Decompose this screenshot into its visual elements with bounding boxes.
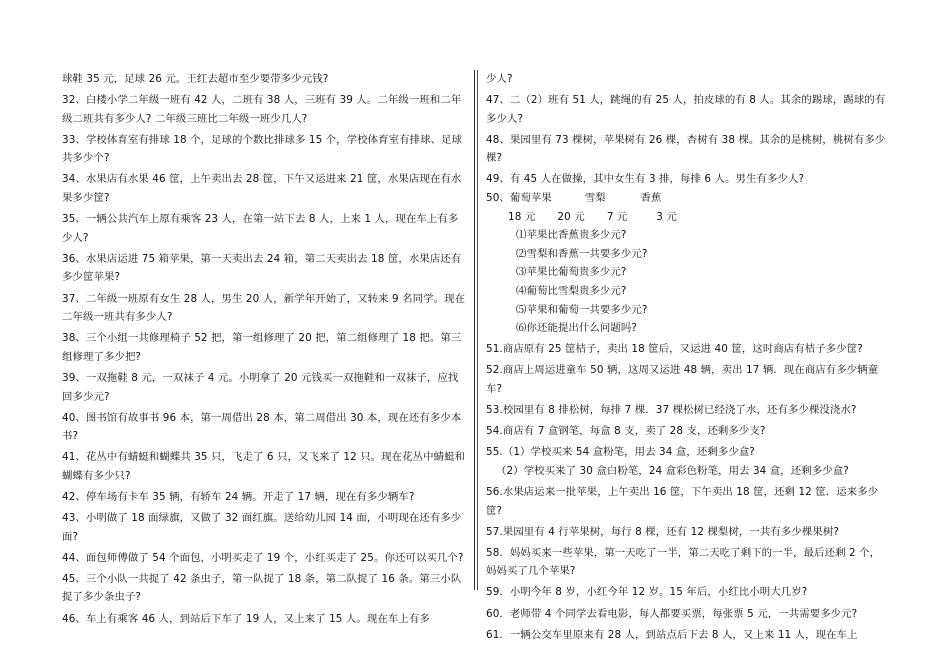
question-50-sub-6: ⑹你还能提出什么问题吗? (516, 322, 638, 335)
question-36: 36、水果店运进 75 箱苹果，第一天卖出去 24 箱，第二天卖出去 18 筐，水果店还有多少筐苹果? (62, 252, 462, 284)
question-61: 61．一辆公交车里原来有 28 人，到站点后下去 8 人，又上来 11 人，现在车上 (486, 628, 858, 641)
left-column (62, 70, 466, 628)
question-57: 57.果园里有 4 行苹果树，每行 8 棵，还有 12 棵梨树，一共有多少棵果树? (486, 525, 839, 538)
question-47: 47、二（2）班有 51 人，跳绳的有 25 人，拍皮球的有 8 人。其余的踢球，踢球的有多少人? (486, 94, 886, 125)
column-divider-inner (477, 70, 478, 590)
question-41: 41、花丛中有蜻蜓和蝴蝶共 35 只，飞走了 6 只，又飞来了 12 只。现在花丛中蜻蜓和蝴蝶有多少只? (62, 451, 466, 482)
question-38: 38、三个小组一共修理椅子 52 把，第一组修理了 20 把，第二组修理了 18 把。第三组修理了多少把? (62, 332, 462, 363)
question-44: 44、面包师傅做了 54 个面包，小明买走了 19 个，小红买走了 25。你还可以买几个? (62, 551, 464, 564)
question-56: 56.水果店运来一批苹果，上午卖出 16 筐，下午卖出 18 筐，还剩 12 筐．运来多少筐? (486, 485, 879, 517)
question-58: 58．妈妈买来一些苹果，第一天吃了一半，第二天吃了剩下的一半，最后还剩 2 个，妈妈买了几个苹果? (486, 546, 881, 578)
question-43: 43、小明做了 18 面绿旗，又做了 32 面红旗。送给幼儿园 14 面，小明现在还有多少面? (62, 512, 462, 543)
question-35: 35、一辆公共汽车上原有乘客 23 人，在第一站下去 8 人，上来 1 人，现在车上有多少人? (62, 213, 459, 244)
question-50-sub-3: ⑶苹果比葡萄贵多少元? (516, 266, 627, 279)
question-51: 51.商店原有 25 筐桔子，卖出 18 筐后，又运进 40 筐，这时商店有桔子多少筐? (486, 343, 863, 356)
right-column (486, 70, 890, 644)
question-46: 46、车上有乘客 46 人，到站后下车了 19 人，又上来了 15 人。现在车上有多 (62, 612, 430, 625)
price-banana: 3 元 (656, 210, 677, 223)
question-55-part-1: 55.（1）学校买来 54 盒粉笔，用去 34 盒，还剩多少盒? (486, 446, 755, 459)
question-50-prices (486, 208, 890, 227)
question-33: 33、学校体育室有排球 18 个，足球的个数比排球多 15 个，学校体育室有排球、足球共多少个? (62, 133, 463, 165)
question-55-part-2: （2）学校买来了 30 盒白粉笔，24 盒彩色粉笔，用去 34 盒，还剩多少盒? (496, 464, 849, 477)
question-42: 42、停车场有卡车 35 辆，有轿车 24 辆。开走了 17 辆，现在有多少辆车? (62, 490, 415, 503)
question-46-tail: 少人? (486, 73, 513, 85)
question-50-sub-2: ⑵雪梨和香蕉一共要多少元? (516, 247, 648, 260)
price-grape: 18 元 (508, 210, 536, 223)
question-52: 52.商店上周运进童车 50 辆，这周又运进 48 辆，卖出 17 辆．现在商店有多少辆童车? (486, 364, 879, 395)
question-60: 60．老师带 4 个同学去看电影，每人都要买票，每张票 5 元，一共需要多少元? (486, 607, 858, 620)
question-50-head: 50、葡萄苹果 (486, 192, 552, 205)
question-49: 49、有 45 人在做操，其中女生有 3 排，每排 6 人。男生有多少人? (486, 173, 805, 186)
question-40: 40、图书馆有故事书 96 本，第一周借出 28 本，第二周借出 30 本，现在还有多少本书? (62, 411, 462, 443)
question-50-sub-4: ⑷葡萄比雪梨贵多少元? (516, 285, 627, 298)
fruit-banana: 香蕉 (640, 192, 662, 205)
question-39: 39、一双拖鞋 8 元，一双袜子 4 元。小明拿了 20 元钱买一双拖鞋和一双袜子，应找回多少元? (62, 371, 459, 403)
price-pear: 7 元 (606, 210, 628, 223)
question-45: 45、三个小队一共捉了 42 条虫子，第一队捉了 18 条，第二队捉了 16 条。第三小队捉了多少条虫子? (62, 572, 462, 604)
question-59: 59．小明今年 8 岁，小红今年 12 岁。15 年后，小红比小明大几岁? (486, 586, 808, 599)
question-54: 54.商店有 7 盒钢笔，每盒 8 支，卖了 28 支，还剩多少支? (486, 425, 766, 438)
fruit-pear: 雪梨 (584, 192, 606, 205)
price-apple: 20 元 (557, 210, 585, 223)
column-divider (474, 70, 475, 590)
question-50-sub-5: ⑸苹果和葡萄一共要多少元? (516, 303, 648, 316)
question-50-header (486, 189, 890, 208)
question-37: 37、二年级一班原有女生 28 人，男生 20 人，新学年开始了，又转来 9 名同学。现在二年级一班共有多少人? (62, 292, 466, 324)
question-34: 34、水果店有水果 46 筐，上午卖出去 28 筐，下午又运进来 21 筐，水果店现在有水果多少筐? (62, 173, 462, 205)
question-32: 32、白楼小学二年级一班有 42 人，二班有 38 人，三班有 39 人。二年级一班和二年级二班共有多少人? 二年级三班比二年级一班少几人? (62, 94, 462, 125)
question-48: 48、果园里有 73 棵树，苹果树有 26 棵，杏树有 38 棵。其余的是桃树，桃树有多少棵? (486, 133, 886, 165)
question-31-tail: 球鞋 35 元，足球 26 元。王红去超市至少要带多少元钱? (62, 73, 329, 85)
question-50-sub-1: ⑴苹果比香蕉贵多少元? (516, 229, 627, 242)
question-53: 53.校园里有 8 排松树，每排 7 棵．37 棵松树已经浇了水，还有多少棵没浇水? (486, 404, 857, 417)
